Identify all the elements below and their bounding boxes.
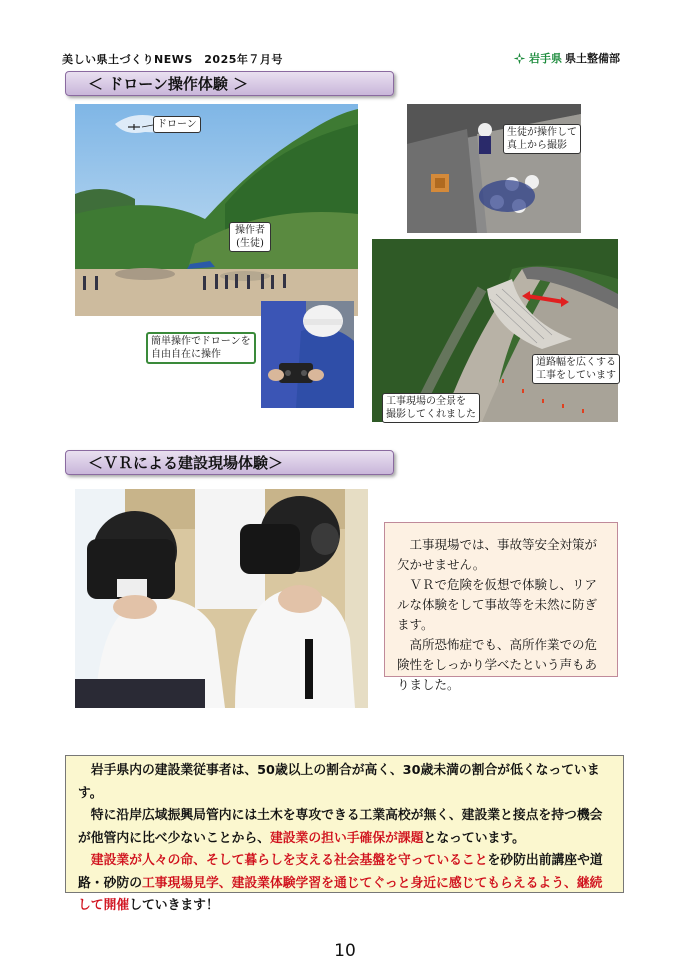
vr-info-box xyxy=(384,522,618,692)
vr-info-paragraph: 高所恐怖症でも、高所作業での危険性をしっかり学べたという声もありました。 xyxy=(397,637,598,692)
callout-easy-operation: 簡単操作でドローンを 自由自在に操作 xyxy=(146,332,256,364)
summary-text: を砂防出前講座や道路・砂防の xyxy=(78,853,603,891)
summary-box xyxy=(65,755,624,913)
summary-text: となっています。 xyxy=(423,830,525,846)
department-name: 県土整備部 xyxy=(565,52,620,65)
callout-whole-view: 工事現場の全景を 撮影してくれました xyxy=(382,393,480,423)
summary-text: 特に沿岸広域振興局管内には土木を専攻できる工業高校が無く、建設業と接点を持つ機会が他管内に比べ少ないことから、 xyxy=(78,808,603,846)
photo-vr-students xyxy=(75,489,368,708)
summary-paragraph-3 xyxy=(78,850,613,918)
callout-drone: ドローン xyxy=(153,116,201,133)
callout-student-overhead: 生徒が操作して 真上から撮影 xyxy=(503,124,581,154)
photo-drone-landscape xyxy=(75,104,358,316)
summary-text: していきます！ xyxy=(129,898,219,913)
photo-student-controller xyxy=(261,301,354,408)
callout-operator: 操作者 (生徒) xyxy=(229,222,271,252)
section-title-vr: ＜ＶＲによる建設現場体験＞ xyxy=(65,450,394,475)
summary-highlight: 建設業の担い手確保が課題 xyxy=(269,830,424,846)
vr-info-paragraph: ＶＲで危険を仮想で体験し、リアルな体験をして事故等を未然に防ぎます。 xyxy=(397,577,598,632)
summary-highlight: 工事現場見学、建設業体験学習を通じてぐっと身近に感じてもらえるよう、継続して開催 xyxy=(78,875,603,913)
vr-info-paragraph: 工事現場では、事故等安全対策が欠かせません。 xyxy=(397,537,598,572)
prefecture-name: 岩手県 xyxy=(529,52,562,65)
newsletter-title: 美しい県土づくりNEWS 2025年７月号 xyxy=(62,53,283,66)
prefecture-logo-icon xyxy=(513,52,526,65)
publisher xyxy=(513,50,620,66)
page-number: 10 xyxy=(334,941,356,961)
summary-highlight: 建設業が人々の命、そして暮らしを支える社会基盤を守っていること xyxy=(90,853,488,868)
summary-paragraph-1: 岩手県内の建設業従事者は、50歳以上の割合が高く、30歳未満の割合が低くなっています。 xyxy=(78,763,600,801)
section-title-drone: ＜ ドローン操作体験 ＞ xyxy=(65,71,394,96)
summary-paragraph-2 xyxy=(78,805,613,850)
callout-road-widening: 道路幅を広くする 工事をしています xyxy=(532,354,620,384)
